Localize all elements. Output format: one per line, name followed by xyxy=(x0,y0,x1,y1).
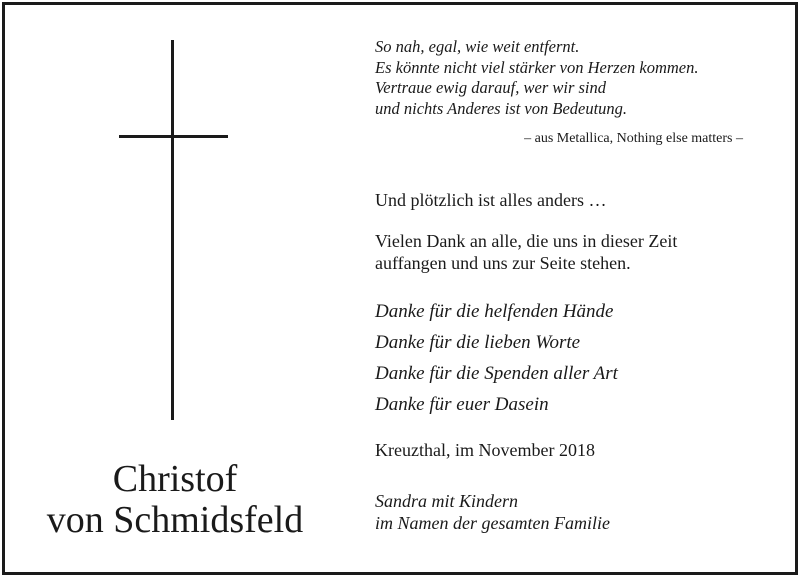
place-date: Kreuzthal, im November 2018 xyxy=(375,440,595,460)
cross-horizontal-bar xyxy=(119,135,228,138)
thanks-intro-line: auffangen und uns zur Seite stehen. xyxy=(375,253,631,273)
deceased-first-name: Christof xyxy=(112,458,238,500)
thanks-intro xyxy=(375,230,677,274)
quote-block xyxy=(375,37,699,119)
quote-source: – aus Metallica, Nothing else matters – xyxy=(524,131,743,146)
deceased-family-name: von Schmidsfeld xyxy=(46,499,304,541)
thanks-list xyxy=(375,296,618,420)
signature-line: im Namen der gesamten Familie xyxy=(375,513,610,533)
signature-line: Sandra mit Kindern xyxy=(375,491,519,511)
thanks-intro-line: Vielen Dank an alle, die uns in dieser Zeit xyxy=(375,231,678,251)
thanks-item: Danke für die helfenden Hände xyxy=(375,301,614,322)
cross-vertical-bar xyxy=(171,40,174,420)
quote-line: und nichts Anderes ist von Bedeutung. xyxy=(375,98,628,118)
thanks-item: Danke für die lieben Worte xyxy=(375,332,581,353)
signature xyxy=(375,490,610,534)
intro-text: Und plötzlich ist alles anders … xyxy=(375,190,607,210)
quote-line: Vertraue ewig darauf, wer wir sind xyxy=(375,78,607,97)
thanks-item: Danke für die Spenden aller Art xyxy=(375,363,618,384)
thanks-item: Danke für euer Dasein xyxy=(375,394,549,415)
quote-line: So nah, egal, wie weit entfernt. xyxy=(375,37,580,56)
quote-line: Es könnte nicht viel stärker von Herzen kommen. xyxy=(375,57,699,77)
